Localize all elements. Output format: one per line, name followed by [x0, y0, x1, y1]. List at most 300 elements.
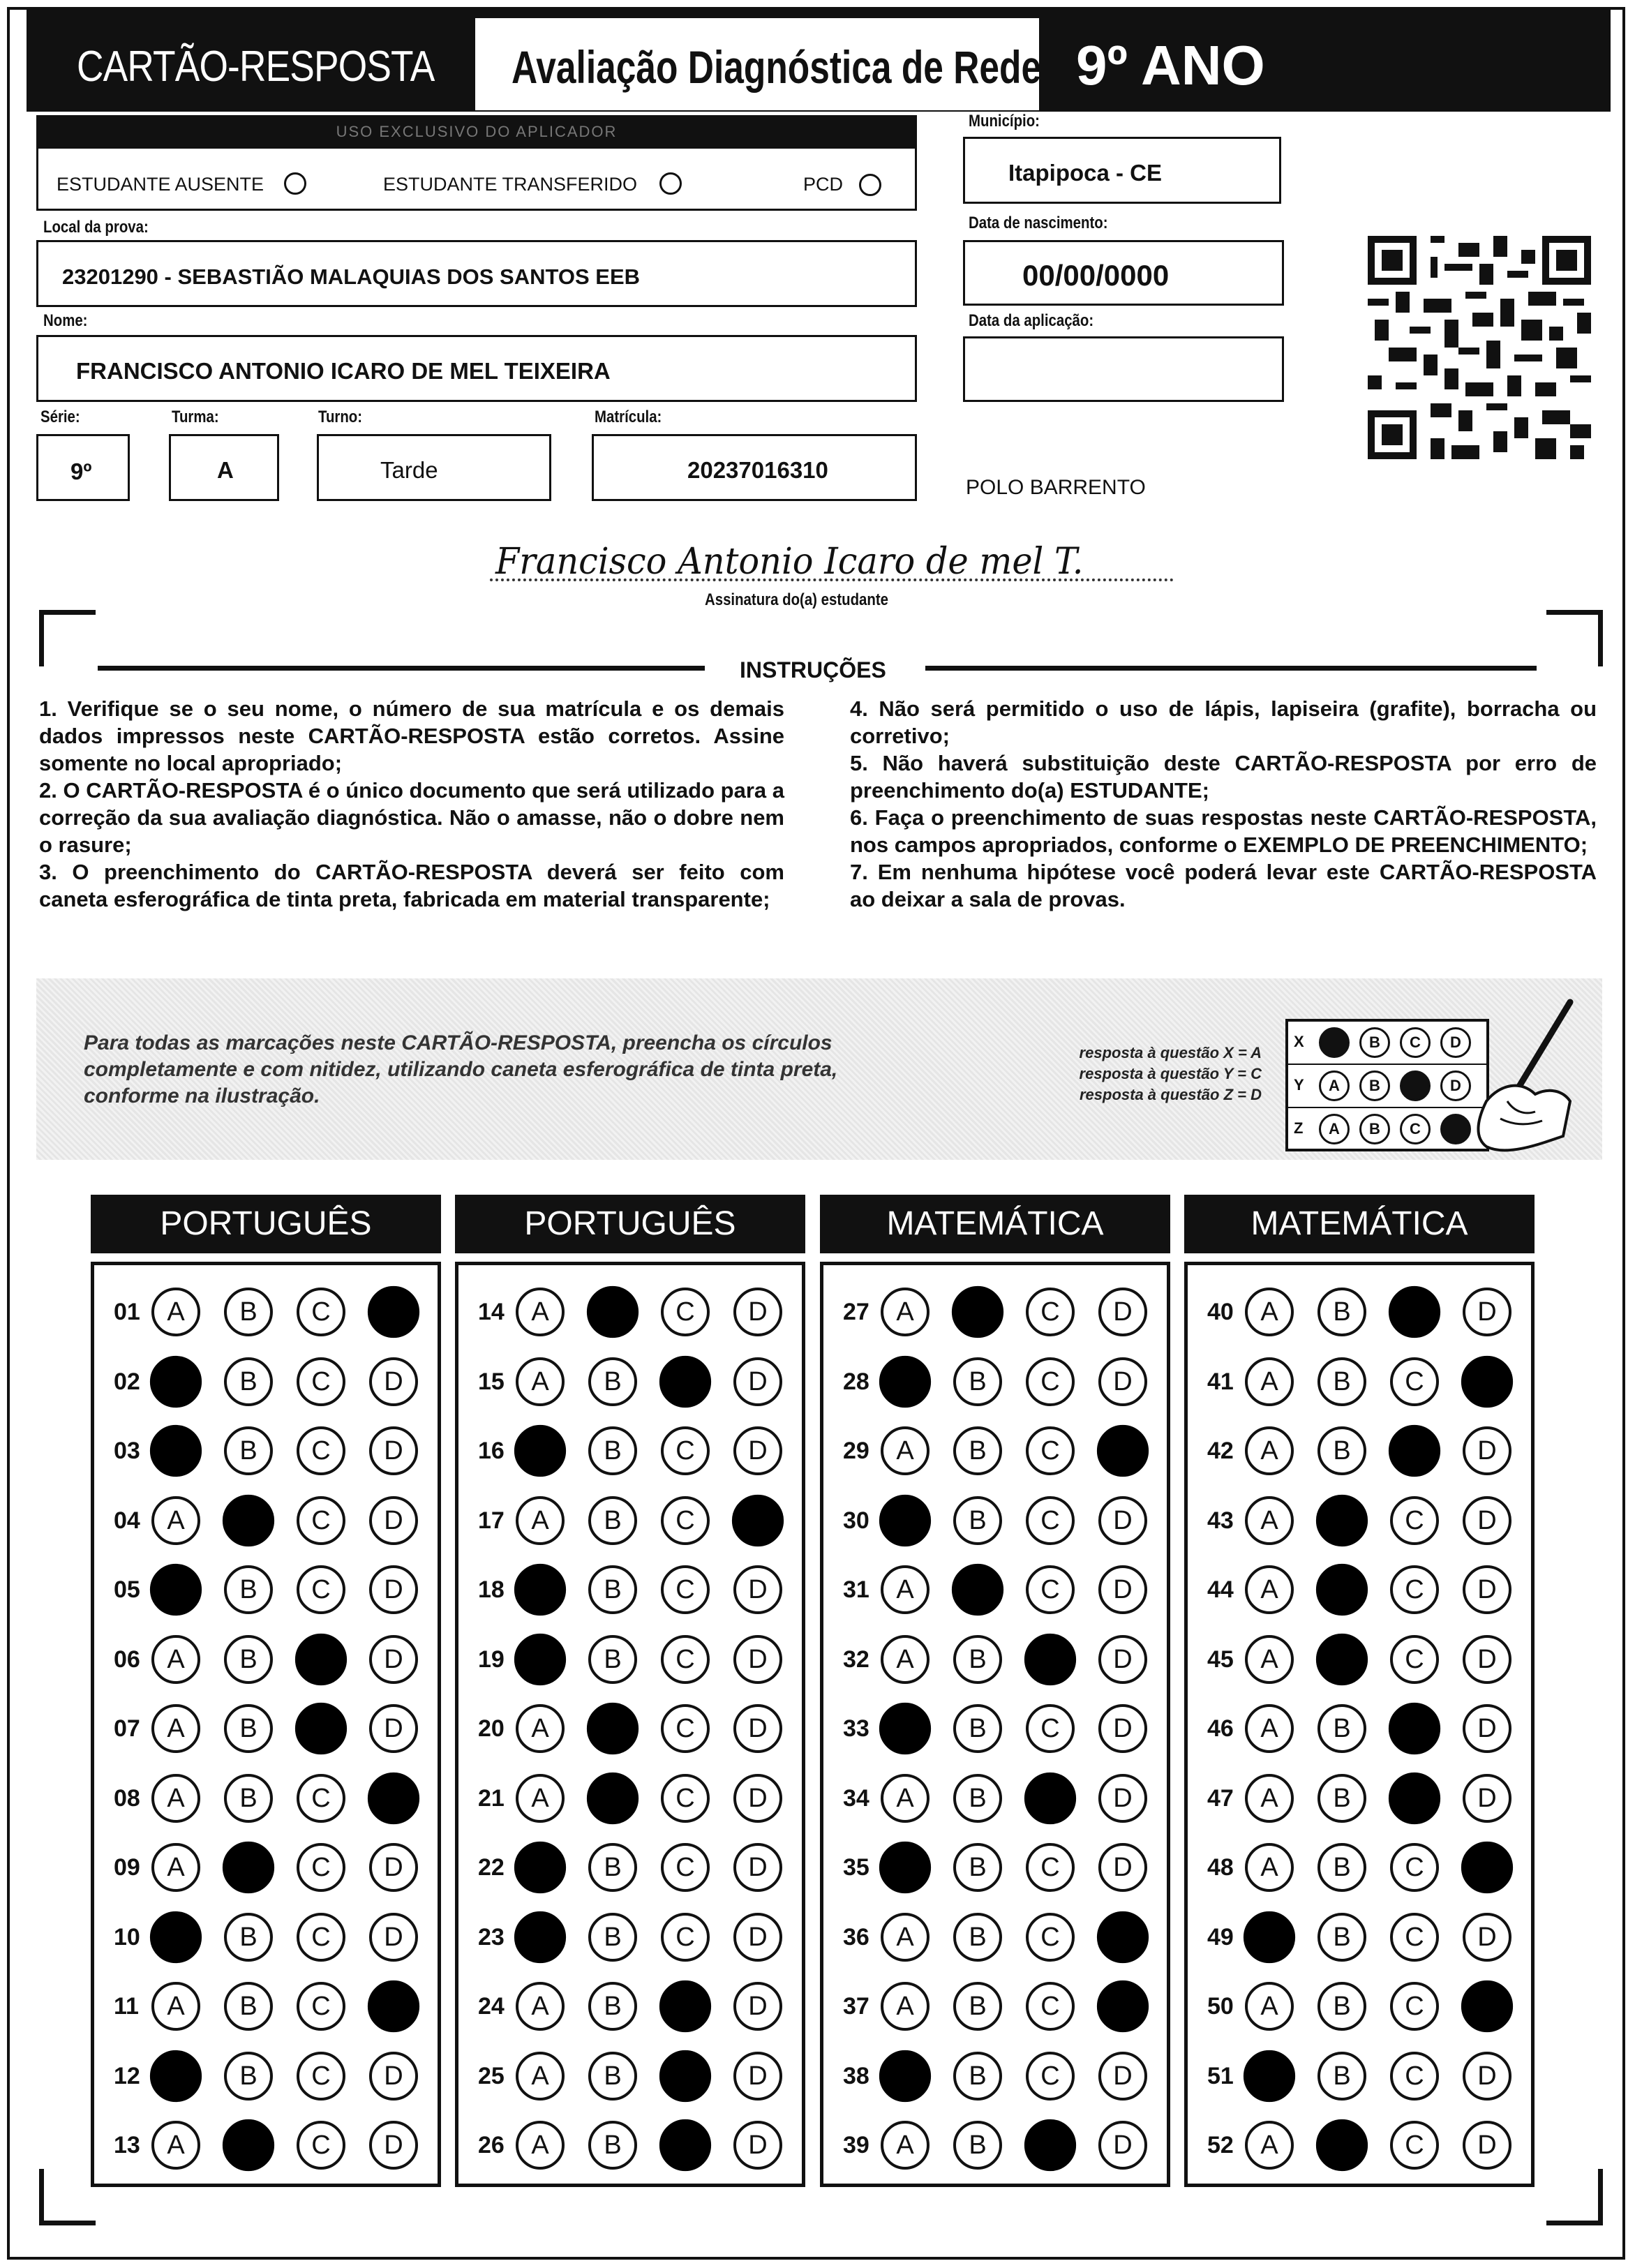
answer-bubble-b[interactable]: B	[953, 1426, 1002, 1475]
answer-bubble-a[interactable]: A	[1245, 2121, 1294, 2170]
question-number: 46	[1207, 1715, 1234, 1742]
answer-bubble-d[interactable]: D	[733, 2121, 782, 2170]
answer-bubble-d[interactable]	[1461, 1842, 1513, 1893]
answer-bubble-c[interactable]	[1389, 1425, 1440, 1477]
answer-bubble-b[interactable]: B	[224, 1565, 273, 1614]
answer-bubble-c[interactable]: C	[1026, 1565, 1075, 1614]
aplicacao-field	[963, 336, 1284, 402]
answer-bubble-d[interactable]: D	[1463, 1635, 1511, 1684]
example-legend	[1031, 1043, 1262, 1105]
answer-bubble-d[interactable]: D	[369, 1843, 418, 1892]
answer-bubble-a[interactable]: A	[1245, 1288, 1294, 1336]
question-row	[1202, 1837, 1523, 1900]
answer-bubble-b[interactable]: B	[953, 2121, 1002, 2170]
answer-bubble-a[interactable]: A	[881, 1565, 930, 1614]
answer-bubble-a[interactable]: A	[516, 1357, 565, 1406]
answer-bubble-b[interactable]: B	[953, 2052, 1002, 2101]
answer-bubble-c[interactable]: C	[1026, 1982, 1075, 2031]
answer-bubble-a[interactable]: A	[516, 2121, 565, 2170]
question-number: 31	[843, 1576, 869, 1603]
answer-bubble-c[interactable]: C	[1026, 1496, 1075, 1545]
answer-bubble-b[interactable]: B	[953, 1843, 1002, 1892]
answer-bubble-b[interactable]	[223, 2119, 274, 2171]
signature-label: Assinatura do(a) estudante	[705, 590, 888, 609]
answer-bubble-b[interactable]: B	[953, 1774, 1002, 1823]
answer-bubble-c[interactable]: C	[1026, 1704, 1075, 1753]
answer-bubble-b[interactable]	[1316, 2119, 1368, 2171]
answer-bubble-a[interactable]: A	[151, 1843, 200, 1892]
question-row	[837, 1421, 1158, 1484]
question-row	[837, 1352, 1158, 1415]
answer-bubble-c[interactable]: C	[661, 1774, 710, 1823]
answer-bubble-a[interactable]: A	[151, 1774, 200, 1823]
answer-bubble-c[interactable]: C	[297, 2052, 345, 2101]
example-row	[1288, 1065, 1486, 1108]
answer-bubble-a[interactable]: A	[881, 1774, 930, 1823]
answer-bubble-c[interactable]: C	[1390, 1565, 1439, 1614]
question-row	[472, 1976, 793, 2039]
question-row	[1202, 2046, 1523, 2109]
question-row	[108, 1768, 429, 1831]
answer-bubble-b[interactable]	[587, 1703, 639, 1754]
answer-bubble-d[interactable]: D	[1463, 2121, 1511, 2170]
question-number: 43	[1207, 1507, 1234, 1534]
corner-top-left	[39, 610, 96, 666]
question-row	[837, 1560, 1158, 1622]
answer-bubble-a[interactable]	[514, 1633, 566, 1685]
header-bar	[27, 7, 1611, 112]
serie-value: 9º	[70, 458, 92, 484]
answer-bubble-b[interactable]	[223, 1842, 274, 1893]
answer-bubble-d[interactable]: D	[1463, 1913, 1511, 1962]
answer-bubble-a[interactable]: A	[881, 1635, 930, 1684]
answer-bubble-b[interactable]: B	[588, 1357, 637, 1406]
question-row	[837, 1629, 1158, 1692]
question-number: 09	[114, 1854, 140, 1881]
answer-bubble-a[interactable]: A	[881, 2121, 930, 2170]
answer-bubble-b[interactable]: B	[953, 1913, 1002, 1962]
answer-bubble-d[interactable]: D	[1098, 1288, 1147, 1336]
answer-bubble-a[interactable]: A	[1245, 1357, 1294, 1406]
answer-bubble-d[interactable]	[368, 1980, 419, 2032]
answer-bubble-d[interactable]: D	[733, 1843, 782, 1892]
answer-bubble-d[interactable]: D	[1098, 1843, 1147, 1892]
answer-bubble-c[interactable]: C	[1390, 1982, 1439, 2031]
answer-bubble-b[interactable]: B	[588, 1913, 637, 1962]
answer-bubble-d[interactable]: D	[369, 2121, 418, 2170]
answer-bubble-a[interactable]: A	[881, 1913, 930, 1962]
answer-bubble-a[interactable]	[150, 1911, 202, 1962]
answer-bubble-b[interactable]: B	[1317, 1913, 1366, 1962]
answer-bubble-d[interactable]	[1461, 1355, 1513, 1407]
applicator-box	[36, 147, 917, 211]
serie-field	[36, 434, 130, 501]
answer-bubble-d[interactable]: D	[1098, 2052, 1147, 2101]
section-header: MATEMÁTICA	[820, 1195, 1170, 1253]
answer-bubble-c[interactable]: C	[661, 1913, 710, 1962]
question-row	[472, 1282, 793, 1345]
answer-bubble-d[interactable]: D	[369, 1913, 418, 1962]
answer-bubble-a[interactable]	[514, 1425, 566, 1477]
answer-bubble-a[interactable]	[879, 1703, 931, 1754]
question-number: 49	[1207, 1923, 1234, 1950]
answer-bubble-a[interactable]	[879, 1494, 931, 1546]
card-title: CARTÃO-RESPOSTA	[77, 43, 435, 91]
instructions-title: INSTRUÇÕES	[740, 657, 886, 682]
answer-bubble-c[interactable]: C	[661, 1843, 710, 1892]
question-number: 32	[843, 1646, 869, 1673]
question-row	[837, 1699, 1158, 1761]
absent-bubble[interactable]	[284, 172, 306, 195]
name-field	[36, 335, 917, 402]
answer-bubble-d[interactable]: D	[369, 1704, 418, 1753]
answer-bubble-d[interactable]: D	[1098, 1357, 1147, 1406]
question-row	[837, 1907, 1158, 1970]
question-row	[1202, 1768, 1523, 1831]
answer-bubble-a[interactable]	[879, 1355, 931, 1407]
answer-bubble-d[interactable]: D	[1463, 1426, 1511, 1475]
question-number: 35	[843, 1854, 869, 1881]
question-number: 15	[478, 1368, 505, 1395]
answer-bubble-a[interactable]: A	[1245, 1635, 1294, 1684]
answer-bubble-c[interactable]: C	[661, 1565, 710, 1614]
answer-bubble-c[interactable]	[659, 2050, 711, 2101]
answer-bubble-c[interactable]: C	[297, 1913, 345, 1962]
answer-bubble-a[interactable]	[150, 1355, 202, 1407]
answer-bubble-c[interactable]: C	[297, 1843, 345, 1892]
answer-bubble-b[interactable]	[1316, 1494, 1368, 1546]
answer-bubble-a[interactable]: A	[151, 1982, 200, 2031]
answer-bubble-c[interactable]: C	[1390, 2052, 1439, 2101]
answer-bubble-a[interactable]: A	[516, 1704, 565, 1753]
answer-bubble-b[interactable]: B	[588, 1496, 637, 1545]
answer-bubble-a[interactable]	[150, 2050, 202, 2101]
answer-bubble-c[interactable]: C	[1390, 2121, 1439, 2170]
answer-bubble-d[interactable]: D	[733, 1913, 782, 1962]
section-column	[820, 1262, 1170, 2187]
answer-bubble-c[interactable]: C	[297, 1426, 345, 1475]
example-row	[1288, 1108, 1486, 1150]
answer-bubble-c[interactable]	[295, 1633, 347, 1685]
question-number: 38	[843, 2062, 869, 2089]
question-number: 25	[478, 2062, 505, 2089]
answer-bubble-d[interactable]: D	[369, 1357, 418, 1406]
question-number: 04	[114, 1507, 140, 1534]
answer-bubble-c[interactable]: C	[297, 2121, 345, 2170]
answer-bubble-c[interactable]: C	[297, 1496, 345, 1545]
answer-bubble-b[interactable]: B	[1317, 1426, 1366, 1475]
answer-bubble-b[interactable]: B	[588, 1635, 637, 1684]
answer-bubble-b[interactable]	[223, 1494, 274, 1546]
answer-bubble-b[interactable]: B	[588, 1565, 637, 1614]
answer-bubble-d[interactable]: D	[733, 1774, 782, 1823]
answer-bubble-d[interactable]	[368, 1286, 419, 1338]
answer-bubble-a[interactable]: A	[516, 1496, 565, 1545]
answer-bubble-a[interactable]: A	[516, 1982, 565, 2031]
pen-hand-icon	[1465, 997, 1577, 1157]
answer-bubble-a[interactable]: A	[151, 1635, 200, 1684]
aplicacao-label: Data da aplicação:	[969, 311, 1094, 330]
answer-bubble-d[interactable]: D	[1463, 1288, 1511, 1336]
answer-bubble-c[interactable]	[295, 1703, 347, 1754]
answer-bubble-b[interactable]: B	[224, 1288, 273, 1336]
matricula-field	[592, 434, 917, 501]
answer-bubble-d[interactable]	[1097, 1425, 1149, 1477]
example-question-label: Y	[1294, 1076, 1304, 1094]
question-number: 21	[478, 1784, 505, 1812]
answer-bubble-c[interactable]: C	[297, 1774, 345, 1823]
answer-bubble-c[interactable]	[1024, 1633, 1076, 1685]
answer-bubble-a[interactable]	[1244, 1911, 1295, 1962]
answer-bubble-c[interactable]	[1389, 1772, 1440, 1823]
answer-bubble-d[interactable]: D	[1098, 1704, 1147, 1753]
question-number: 08	[114, 1784, 140, 1812]
answer-bubble-c[interactable]: C	[661, 1288, 710, 1336]
answer-bubble-a[interactable]: A	[516, 2052, 565, 2101]
answer-bubble-b[interactable]: B	[224, 1426, 273, 1475]
question-number: 42	[1207, 1438, 1234, 1464]
answer-bubble-c[interactable]	[659, 1355, 711, 1407]
answer-bubble-c[interactable]: C	[297, 1357, 345, 1406]
answer-bubble-c[interactable]: C	[297, 1982, 345, 2031]
answer-bubble-c[interactable]	[1024, 2119, 1076, 2171]
question-number: 40	[1207, 1299, 1234, 1325]
question-row	[837, 2115, 1158, 2178]
answer-bubble-a[interactable]	[150, 1425, 202, 1477]
answer-bubble-b[interactable]: B	[224, 1774, 273, 1823]
answer-bubble-b[interactable]: B	[953, 1496, 1002, 1545]
question-row	[472, 1768, 793, 1831]
answer-bubble-b[interactable]: B	[1317, 1843, 1366, 1892]
answer-bubble-a[interactable]: A	[151, 1496, 200, 1545]
question-number: 33	[843, 1715, 869, 1742]
answer-bubble-b[interactable]	[1316, 1633, 1368, 1685]
nascimento-label: Data de nascimento:	[969, 214, 1108, 232]
answer-bubble-d[interactable]: D	[1098, 1635, 1147, 1684]
answer-bubble-d[interactable]	[732, 1494, 784, 1546]
answer-bubble-d[interactable]: D	[1463, 1704, 1511, 1753]
question-number: 23	[478, 1923, 505, 1950]
answer-bubble-b[interactable]: B	[588, 1843, 637, 1892]
answer-bubble-d[interactable]	[1097, 1911, 1149, 1962]
answer-bubble-c[interactable]: C	[1026, 1843, 1075, 1892]
answer-bubble-b[interactable]: B	[953, 1704, 1002, 1753]
answer-bubble-b[interactable]	[587, 1772, 639, 1823]
question-row	[108, 1282, 429, 1345]
answer-bubble-c[interactable]	[1024, 1772, 1076, 1823]
answer-bubble-b[interactable]: B	[224, 1913, 273, 1962]
answer-bubble-b[interactable]	[587, 1286, 639, 1338]
answer-bubble-b[interactable]: B	[588, 2052, 637, 2101]
answer-bubble-c[interactable]	[659, 1980, 711, 2032]
question-number: 11	[114, 1993, 139, 2020]
answer-bubble-d[interactable]: D	[1098, 1496, 1147, 1545]
answer-bubble-b[interactable]: B	[224, 1357, 273, 1406]
question-number: 47	[1207, 1784, 1234, 1812]
answer-bubble-d[interactable]: D	[1098, 1565, 1147, 1614]
answer-bubble-c[interactable]: C	[661, 1496, 710, 1545]
instruction-item: 2. O CARTÃO-RESPOSTA é o único documento que será utilizado para a correção da sua avaliação diagnóstica. Não o amasse, não o dobre nem o rasure;	[39, 778, 784, 857]
example-bubble-a: A	[1319, 1070, 1350, 1101]
answer-bubble-c[interactable]: C	[661, 1704, 710, 1753]
answer-bubble-a[interactable]	[150, 1564, 202, 1616]
pcd-bubble[interactable]	[859, 174, 881, 196]
section-header: MATEMÁTICA	[1184, 1195, 1535, 1253]
answer-bubble-c[interactable]: C	[1390, 1843, 1439, 1892]
name-label: Nome:	[43, 311, 88, 330]
answer-bubble-a[interactable]	[514, 1564, 566, 1616]
answer-bubble-d[interactable]: D	[369, 1496, 418, 1545]
answer-bubble-a[interactable]: A	[516, 1288, 565, 1336]
answer-bubble-b[interactable]	[952, 1564, 1003, 1616]
answer-bubble-c[interactable]: C	[1390, 1357, 1439, 1406]
answer-bubble-c[interactable]: C	[1026, 1913, 1075, 1962]
signature-line[interactable]	[490, 541, 1174, 581]
transferred-bubble[interactable]	[659, 172, 682, 195]
answer-bubble-a[interactable]	[879, 1842, 931, 1893]
answer-bubble-b[interactable]: B	[588, 2121, 637, 2170]
answer-bubble-b[interactable]: B	[224, 2052, 273, 2101]
answer-bubble-b[interactable]	[1316, 1564, 1368, 1616]
turma-label: Turma:	[172, 408, 219, 426]
answer-bubble-b[interactable]: B	[1317, 1704, 1366, 1753]
matricula-value: 20237016310	[687, 457, 828, 483]
answer-bubble-a[interactable]: A	[1245, 1704, 1294, 1753]
answer-bubble-d[interactable]: D	[369, 1635, 418, 1684]
answer-bubble-a[interactable]: A	[151, 1704, 200, 1753]
answer-bubble-b[interactable]: B	[224, 1704, 273, 1753]
answer-bubble-b[interactable]: B	[953, 1357, 1002, 1406]
answer-bubble-b[interactable]: B	[1317, 1357, 1366, 1406]
answer-bubble-a[interactable]: A	[881, 1288, 930, 1336]
answer-bubble-c[interactable]	[1389, 1703, 1440, 1754]
answer-bubble-a[interactable]: A	[1245, 1426, 1294, 1475]
turno-label: Turno:	[318, 408, 363, 426]
answer-bubble-b[interactable]: B	[1317, 1288, 1366, 1336]
answer-bubble-a[interactable]: A	[1245, 1496, 1294, 1545]
answer-bubble-c[interactable]: C	[661, 1426, 710, 1475]
answer-bubble-c[interactable]: C	[1390, 1635, 1439, 1684]
qr-code	[1368, 236, 1591, 459]
question-row	[108, 1907, 429, 1970]
answer-bubble-d[interactable]: D	[1098, 2121, 1147, 2170]
answer-bubble-a[interactable]: A	[881, 1426, 930, 1475]
answer-bubble-b[interactable]: B	[953, 1635, 1002, 1684]
answer-bubble-c[interactable]: C	[1026, 1288, 1075, 1336]
answer-bubble-d[interactable]: D	[733, 1357, 782, 1406]
answer-bubble-b[interactable]: B	[1317, 1774, 1366, 1823]
section-column	[455, 1262, 805, 2187]
answer-bubble-c[interactable]: C	[297, 1288, 345, 1336]
local-field	[36, 240, 917, 307]
answer-bubble-c[interactable]: C	[1390, 1913, 1439, 1962]
nascimento-value: 00/00/0000	[1022, 259, 1170, 292]
instruction-item: 4. Não será permitido o uso de lápis, lapiseira (grafite), borracha ou corretivo;	[850, 696, 1597, 748]
answer-bubble-a[interactable]: A	[1245, 1982, 1294, 2031]
answer-bubble-c[interactable]	[1389, 1286, 1440, 1338]
answer-bubble-a[interactable]: A	[881, 1982, 930, 2031]
question-row	[1202, 2115, 1523, 2178]
answer-bubble-c[interactable]	[659, 2119, 711, 2171]
absent-label: ESTUDANTE AUSENTE	[57, 174, 264, 195]
answer-bubble-a[interactable]: A	[1245, 1774, 1294, 1823]
answer-bubble-d[interactable]: D	[733, 1288, 782, 1336]
question-row	[472, 1352, 793, 1415]
answer-bubble-d[interactable]	[1461, 1980, 1513, 2032]
answer-bubble-c[interactable]: C	[661, 1635, 710, 1684]
question-row	[472, 2046, 793, 2109]
answer-bubble-d[interactable]	[368, 1772, 419, 1823]
answer-bubble-d[interactable]: D	[1098, 1774, 1147, 1823]
answer-bubble-d[interactable]: D	[1463, 1774, 1511, 1823]
answer-bubble-d[interactable]	[1097, 1980, 1149, 2032]
question-row	[108, 2046, 429, 2109]
answer-bubble-a[interactable]	[879, 2050, 931, 2101]
answer-bubble-a[interactable]	[514, 1911, 566, 1962]
example-bubble-a	[1319, 1027, 1350, 1058]
example-line: resposta à questão Z = D	[1079, 1086, 1262, 1103]
answer-bubble-d[interactable]: D	[733, 1426, 782, 1475]
answer-bubble-b[interactable]: B	[1317, 2052, 1366, 2101]
answer-bubble-a[interactable]: A	[151, 1288, 200, 1336]
answer-bubble-d[interactable]: D	[733, 1635, 782, 1684]
answer-bubble-d[interactable]: D	[1463, 2052, 1511, 2101]
name-value: FRANCISCO ANTONIO ICARO DE MEL TEIXEIRA	[76, 358, 611, 384]
answer-bubble-d[interactable]: D	[733, 1982, 782, 2031]
instructions-rule-left	[98, 666, 705, 671]
answer-bubble-d[interactable]: D	[1463, 1565, 1511, 1614]
answer-bubble-b[interactable]: B	[224, 1982, 273, 2031]
answer-bubble-c[interactable]: C	[1390, 1496, 1439, 1545]
answer-bubble-d[interactable]: D	[733, 1565, 782, 1614]
answer-bubble-b[interactable]	[952, 1286, 1003, 1338]
question-number: 05	[114, 1576, 140, 1603]
answer-bubble-b[interactable]: B	[953, 1982, 1002, 2031]
answer-bubble-d[interactable]: D	[369, 1565, 418, 1614]
answer-bubble-a[interactable]: A	[1245, 1843, 1294, 1892]
question-number: 03	[114, 1438, 140, 1464]
answer-bubble-c[interactable]: C	[1026, 1426, 1075, 1475]
answer-bubble-a[interactable]	[514, 1842, 566, 1893]
answer-bubble-c[interactable]: C	[297, 1565, 345, 1614]
question-row	[108, 1491, 429, 1553]
answer-bubble-a[interactable]: A	[151, 2121, 200, 2170]
question-number: 20	[478, 1715, 505, 1742]
answer-bubble-b[interactable]: B	[588, 1982, 637, 2031]
question-row	[837, 1837, 1158, 1900]
question-number: 51	[1207, 2062, 1234, 2089]
answer-bubble-c[interactable]: C	[1026, 1357, 1075, 1406]
answer-bubble-d[interactable]: D	[369, 2052, 418, 2101]
question-row	[108, 1629, 429, 1692]
answer-bubble-b[interactable]: B	[588, 1426, 637, 1475]
answer-bubble-a[interactable]	[1244, 2050, 1295, 2101]
answer-bubble-a[interactable]: A	[1245, 1565, 1294, 1614]
answer-bubble-b[interactable]: B	[224, 1635, 273, 1684]
answer-bubble-d[interactable]: D	[1463, 1496, 1511, 1545]
question-row	[1202, 1282, 1523, 1345]
answer-bubble-d[interactable]: D	[733, 1704, 782, 1753]
question-row	[472, 1629, 793, 1692]
answer-bubble-b[interactable]: B	[1317, 1982, 1366, 2031]
answer-bubble-d[interactable]: D	[733, 2052, 782, 2101]
answer-bubble-d[interactable]: D	[369, 1426, 418, 1475]
turma-value: A	[217, 457, 234, 483]
question-number: 02	[114, 1368, 140, 1395]
answer-bubble-c[interactable]: C	[1026, 2052, 1075, 2101]
question-number: 37	[843, 1993, 869, 2020]
answer-bubble-a[interactable]: A	[516, 1774, 565, 1823]
